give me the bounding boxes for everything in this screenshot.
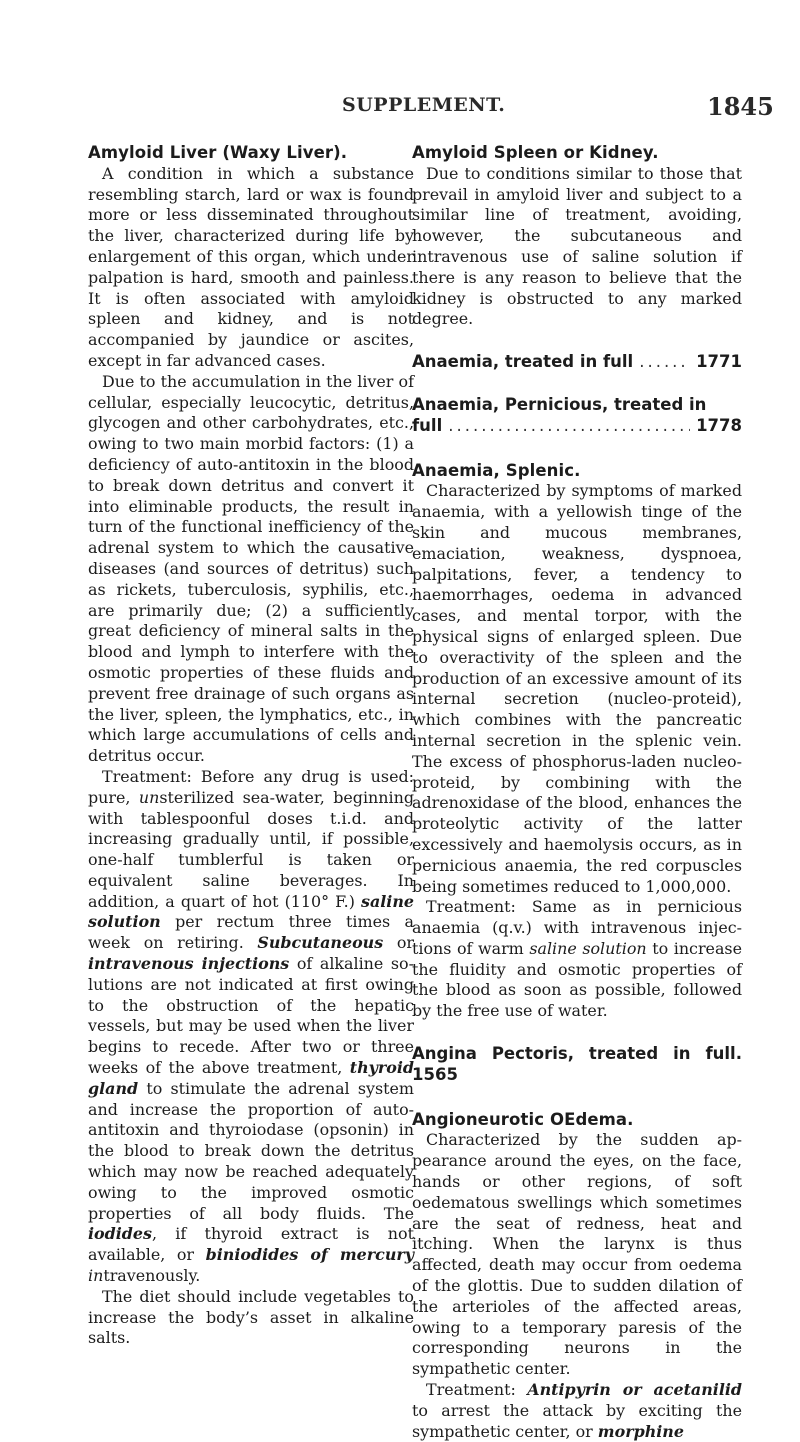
reference-label-line [412, 395, 742, 416]
running-header [0, 92, 800, 122]
text-run: to increase the fluidity and osmotic properties of the blood as soon as possible, followed by the free use of water. [412, 938, 742, 1021]
entry-amyloid-spleen [412, 143, 742, 330]
cross-reference-angina [412, 1044, 742, 1086]
left-column [88, 143, 414, 1349]
emphasis: iodides [88, 1224, 152, 1244]
text-run: per rectum three times a week on retiring. [88, 912, 414, 953]
emphasis: saline solution [88, 891, 414, 932]
paragraph-treatment [412, 897, 742, 1022]
emphasis: morphine [597, 1421, 684, 1441]
reference-page: 1771 [696, 352, 742, 372]
cross-reference-pernicious-anaemia [412, 395, 742, 437]
reference-label: Anaemia, treated in full [412, 352, 634, 372]
entry-angioneurotic-oedema [412, 1110, 742, 1442]
entry-title: Anaemia, Splenic. [412, 460, 581, 480]
entry-title: Amyloid Liver (Waxy Liver). [88, 143, 348, 162]
entry-title: Amyloid Spleen or Kidney. [412, 143, 659, 162]
emphasis: Antipyrin or acetanilid [527, 1380, 742, 1400]
reference-page: 1778 [696, 415, 742, 435]
text-run: Treatment: Same as in pernicious anaemia (q.v.) with intravenous injections of warm [412, 897, 742, 958]
cross-reference-anaemia [412, 352, 742, 373]
running-title: SUPPLEMENT. [342, 94, 506, 116]
reference-label: Angina Pectoris, treated in full. [412, 1044, 742, 1064]
leader-dots [448, 416, 690, 437]
paragraph-treatment [88, 767, 414, 1287]
reference-label: Anaemia, Pernicious, treated in [412, 394, 707, 414]
text-run: Treatment: [426, 1380, 528, 1400]
reference-label-line [412, 416, 742, 437]
text-run: to arrest the attack by exciting the sympathetic center, or [412, 1400, 742, 1441]
paragraph-cause: Due to the accumulation in the liver of cellular, especially leucocytic, detritus, glycogen and other carbohydrates, etc., owing to two main morbid factors: (1) a deficiency of auto-antitoxin in the blood to break down detritus and convert it into eliminable products, the result in turn of the functional inefficiency of the adrenal system to which the causative diseases (and sources of detritus) such as rickets, tuberculosis, syphilis, etc., are primarily due; (2) a sufficiently great deficiency of mineral salts in the blood and lymph to interfere with the osmotic properties of these fluids and prevent free drainage of such organs as the liver, spleen, the lymphatics, etc., in which large accumulations of cells and detritus occur. [88, 371, 414, 766]
text-run: , if thyroid extract is not available, or [88, 1224, 414, 1265]
paragraph-description: Characterized by the sudden appearance around the eyes, on the face, hands or other regions, of soft oedematous swellings which sometimes are the seat of redness, heat and itching. When the larynx is thus affected, death may occur from oedema of the glottis. Due to sudden dilation of the arterioles of the affected areas, owing to a temporary paresis of the corresponding neurons in the sympathetic center. [412, 1130, 742, 1379]
paragraph-description: Due to conditions similar to those that prevail in amyloid liver and subject to a similar line of treatment, avoiding, however, the subcutaneous and intravenous use of saline solution if there is any reason to believe that the kidney is obstructed to any marked degree. [412, 163, 742, 329]
emphasis: un [138, 787, 160, 807]
text-run: travenously. [103, 1266, 201, 1286]
text-run: sterilized sea-water, beginning with tablespoonful doses t.i.d. and increasing gradually until, if possible, one-half tumblerful is taken or equivalent saline beverages. In addition, a quart of hot (110° F.) [88, 787, 414, 911]
emphasis: in [88, 1266, 104, 1286]
paragraph-diet: The diet should include vegetables to increase the body’s asset in alkaline salts. [88, 1286, 414, 1348]
paragraph-description: A condition in which a substance resembling starch, lard or wax is found more or less disseminated throughout the liver, characterized during life by enlargement of this organ, which under palpation is hard, smooth and painless. It is often associated with amyloid spleen and kidney, and is not accompanied by jaundice or ascites, except in far advanced cases. [88, 163, 414, 370]
emphasis: biniodides of mercury [205, 1245, 414, 1265]
emphasis: saline solution [529, 938, 647, 958]
right-column [412, 143, 742, 1442]
emphasis: intravenous injections [88, 954, 290, 974]
text-run: Treatment: Before any drug is used: pure, [88, 766, 414, 807]
text-run: or [383, 933, 414, 953]
entry-amyloid-liver [88, 143, 414, 1349]
text-run: to stimulate the adrenal system and increase the proportion of auto-antitoxin and thyroiodase (opsonin) in the blood to break down the detritus which may now be reached adequately owing to the improved osmotic properties of all body fluids. The [88, 1078, 414, 1223]
emphasis: Subcutaneous [257, 933, 384, 953]
leader-dots [639, 352, 690, 373]
page-number: 1845 [707, 92, 774, 121]
reference-page: 1565 [412, 1064, 458, 1084]
text-run: of alkaline solutions are not indicated at first owing to the obstruction of the hepatic vessels, but may be used when the liver begins to recede. After two or three weeks of the above treatment, [88, 954, 414, 1078]
paragraph-description: Characterized by symptoms of marked anaemia, with a yellowish tinge of the skin and mucous membranes, emaciation, weakness, dyspnoea, palpitations, fever, a tendency to haemorrhages, oedema in advanced cases, and mental torpor, with the physical signs of enlarged spleen. Due to overactivity of the spleen and the production of an excessive amount of its internal secretion (nucleo-proteid), which combines with the pancreatic internal secretion in the splenic vein. The excess of phosphorus-laden nucleo-proteid, by combining with the adrenoxidase of the blood, enhances the proteolytic activity of the latter excessively and haemolysis occurs, as in pernicious anaemia, the red corpuscles being sometimes reduced to 1,000,000. [412, 481, 742, 896]
reference-label: full [412, 415, 443, 435]
entry-title: Angioneurotic OEdema. [412, 1109, 634, 1129]
emphasis: thyroid gland [88, 1058, 414, 1098]
entry-splenic-anaemia [412, 461, 742, 1023]
paragraph-treatment [412, 1380, 742, 1442]
